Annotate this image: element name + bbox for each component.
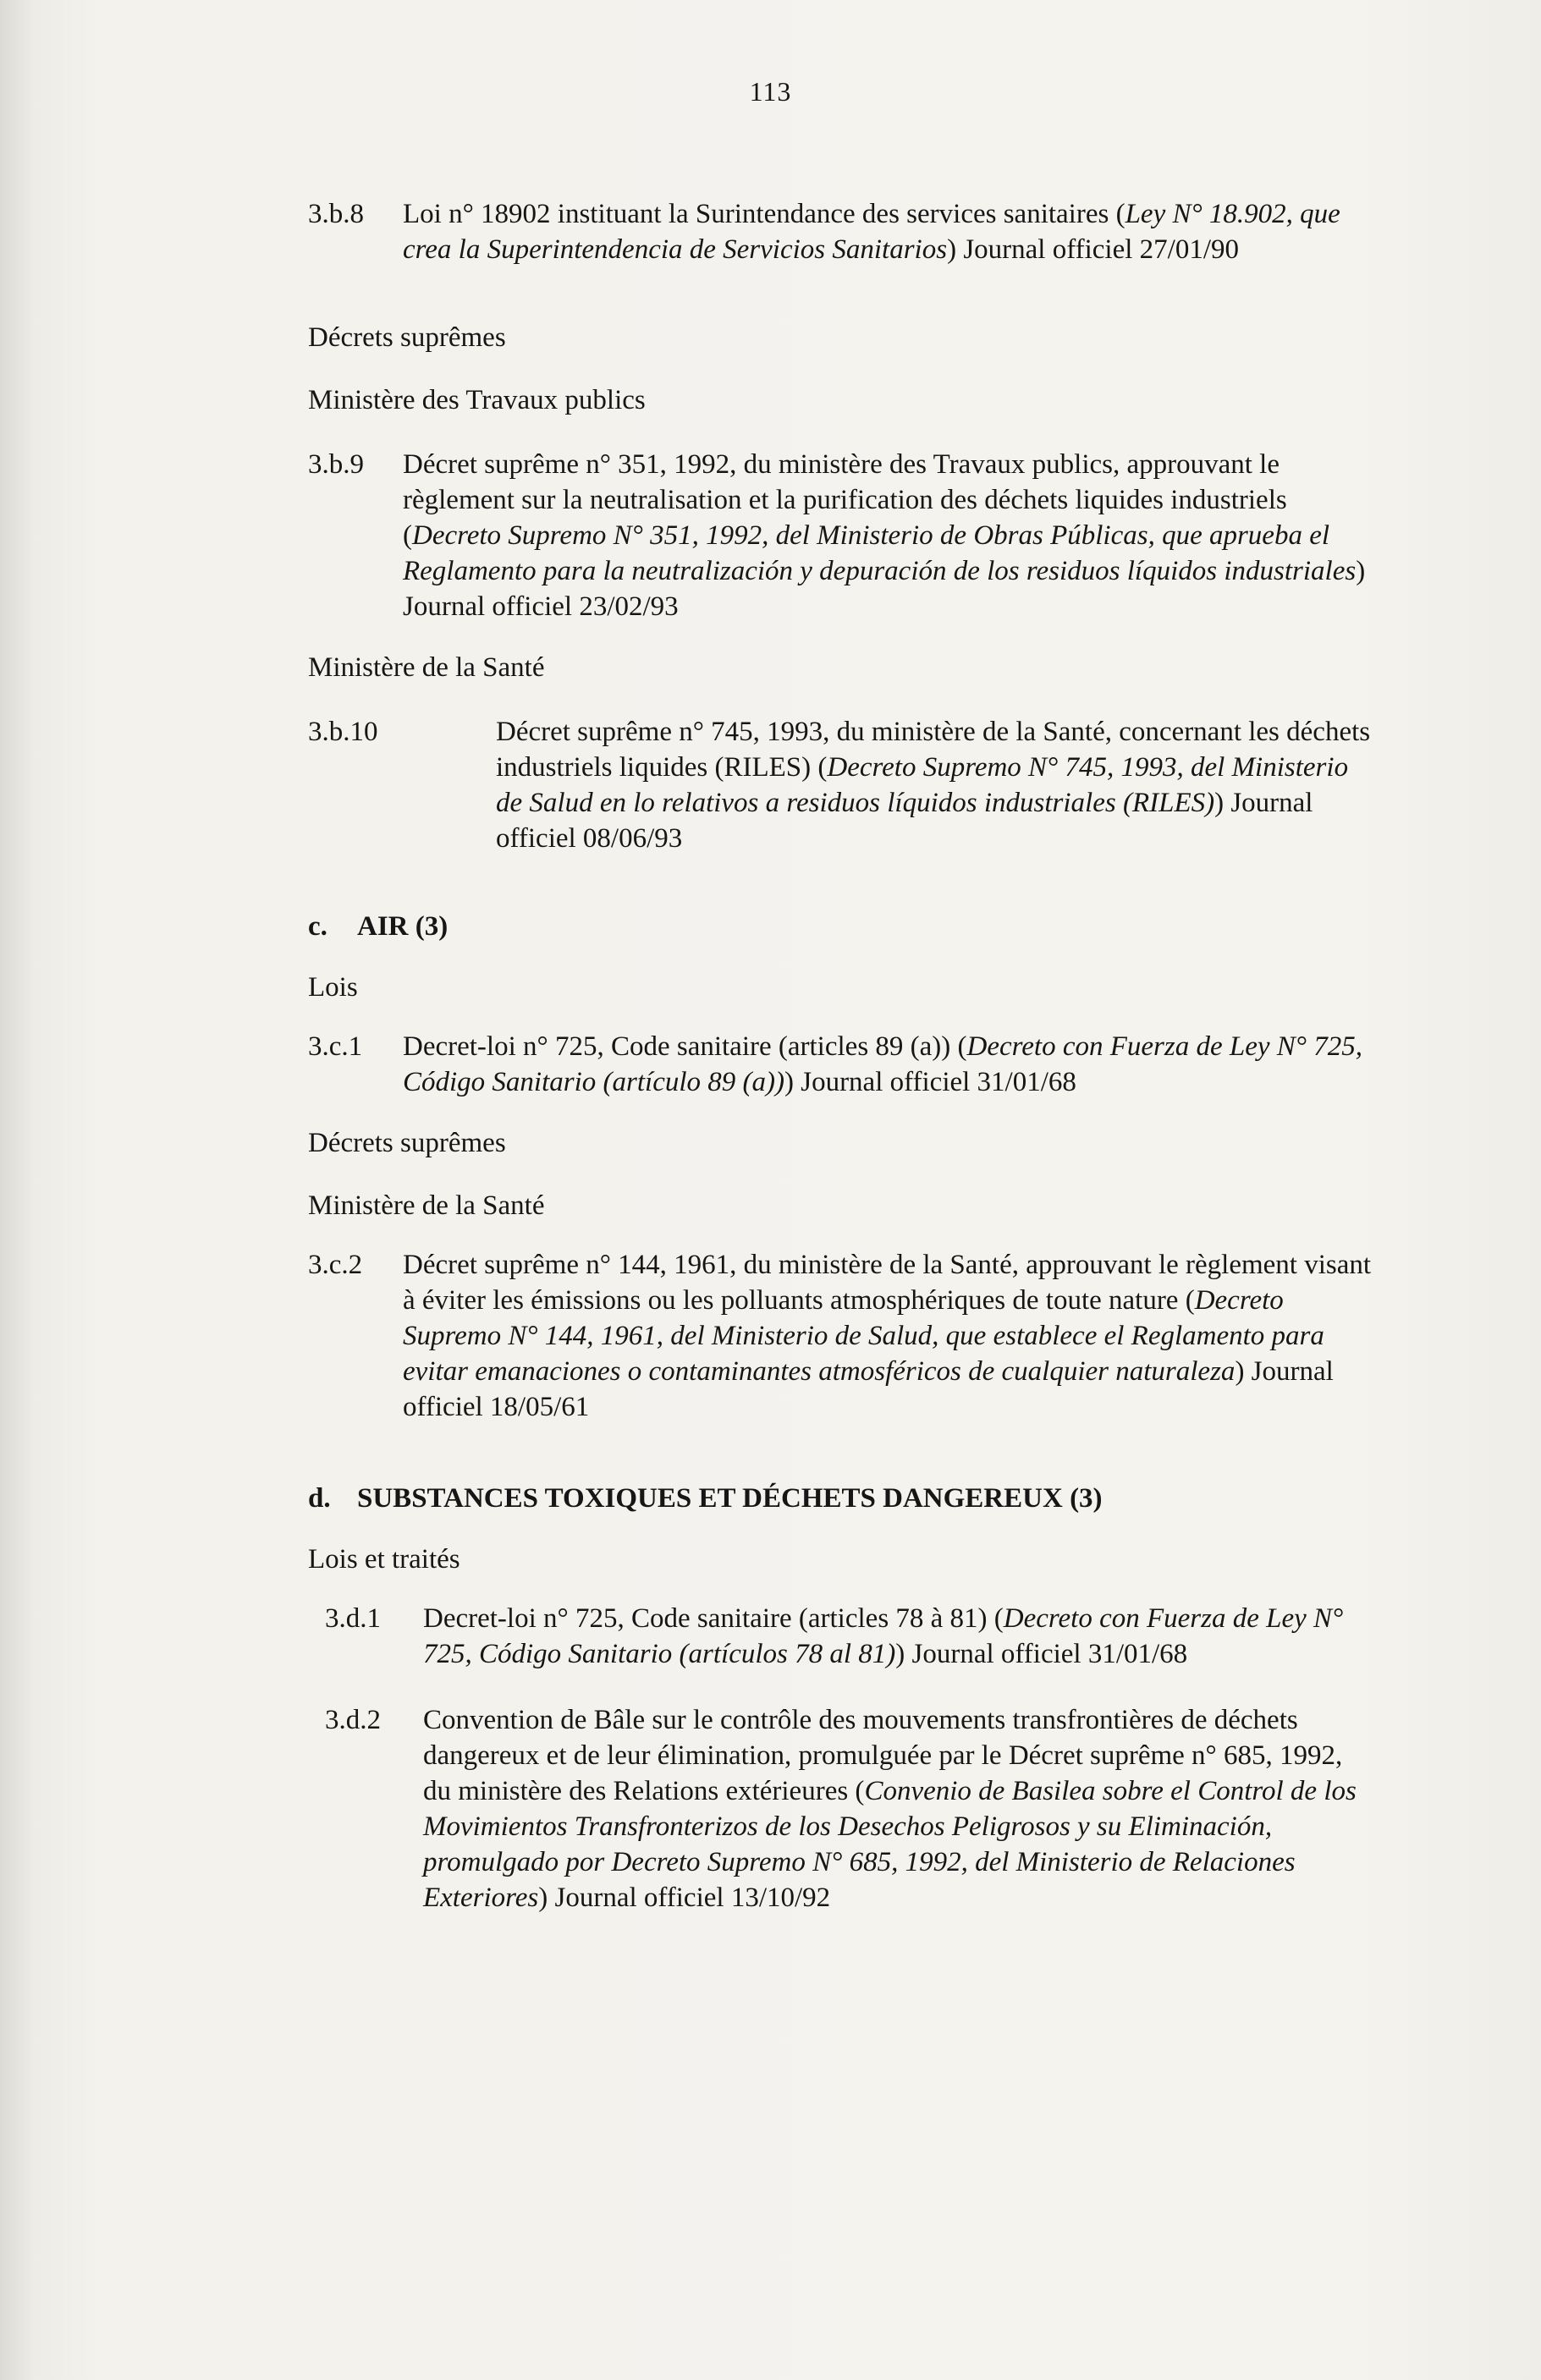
entry-text (396, 196, 1374, 267)
entry-text (396, 447, 1374, 624)
entry-text-italic: Decreto con Fuerza de Ley N° 725, Código Sanitario (artículo 89 (a)) (403, 1031, 1362, 1097)
entry-3d2 (308, 1702, 1374, 1916)
subheading-lois: Lois (308, 972, 358, 1003)
entry-code: 3.b.9 (308, 449, 364, 480)
entry-text-part: ) Journal officiel 18/05/61 (403, 1356, 1334, 1422)
entry-code: 3.b.8 (308, 199, 364, 229)
section-letter: d. (308, 1483, 331, 1514)
entry-text (423, 1601, 1374, 1672)
entry-text (477, 714, 1374, 856)
entry-text-italic: Decreto Supremo N° 144, 1961, del Ministerio de Salud, que establece el Reglamento para evitar emanaciones o contaminantes atmosféricos de cualquier naturaleza (403, 1285, 1324, 1387)
entry-text-italic: Ley N° 18.902, que crea la Superintendencia de Servicios Sanitarios (403, 199, 1340, 265)
entry-text-part: Loi n° 18902 instituant la Surintendance des services sanitaires ( (403, 199, 1125, 229)
entry-3b9 (308, 447, 1374, 624)
entry-text-part: ) Journal officiel 31/01/68 (784, 1067, 1076, 1097)
entry-text-part: ) Journal officiel 27/01/90 (947, 234, 1239, 265)
entry-3c2 (308, 1247, 1374, 1425)
entry-text-part: Décret suprême n° 745, 1993, du ministère de la Santé, concernant les déchets industriels liquides (RILES) ( (496, 717, 1371, 783)
entry-text-part: Decret-loi n° 725, Code sanitaire (articles 89 (a)) ( (403, 1031, 967, 1062)
entry-code: 3.c.1 (308, 1031, 363, 1062)
entry-text-part: ) Journal officiel 08/06/93 (496, 788, 1313, 854)
subheading-lois-et-traites: Lois et traités (308, 1544, 460, 1575)
section-heading-air (308, 909, 1374, 944)
entry-code: 3.c.2 (308, 1250, 363, 1280)
entry-3b10 (308, 714, 1374, 856)
section-letter: c. (308, 911, 327, 942)
entry-3b8 (308, 196, 1374, 267)
subheading-ministere-travaux-publics: Ministère des Travaux publics (308, 385, 646, 415)
section-title: AIR (3) (357, 911, 449, 942)
section-heading-substances-toxiques (308, 1481, 1374, 1516)
entry-text (396, 1247, 1374, 1425)
entry-text-part: Décret suprême n° 144, 1961, du ministère de la Santé, approuvant le règlement visant à éviter les émissions ou les polluants atmosphériques de toute nature ( (403, 1250, 1372, 1316)
subheading-ministere-sante: Ministère de la Santé (308, 652, 545, 683)
entry-text (396, 1029, 1374, 1100)
entry-text-part: Décret suprême n° 351, 1992, du ministère des Travaux publics, approuvant le règlement sur la neutralisation et la purification des déchets liquides industriels ( (403, 449, 1287, 551)
entry-text-part: ) Journal officiel 13/10/92 (538, 1883, 831, 1913)
page-number: 113 (749, 76, 792, 107)
entry-text-italic: Decreto Supremo N° 745, 1993, del Ministerio de Salud en lo relativos a residuos líquidos industriales (RILES) (496, 752, 1349, 818)
entry-text-part: ) Journal officiel 23/02/93 (403, 556, 1366, 622)
subheading-decrets-supremes: Décrets suprêmes (308, 1128, 506, 1158)
entry-text-part: Convention de Bâle sur le contrôle des mouvements transfrontières de déchets dangereux et de leur élimination, promulguée par le Décret suprême n° 685, 1992, du ministère des Relations extérieures ( (423, 1705, 1343, 1806)
entry-text-part: Decret-loi n° 725, Code sanitaire (articles 78 à 81) ( (423, 1603, 1004, 1634)
entry-text-italic: Decreto con Fuerza de Ley N° 725, Código Sanitario (artículos 78 al 81) (423, 1603, 1344, 1669)
entry-3c1 (308, 1029, 1374, 1100)
document-body (308, 196, 1374, 1916)
entry-code: 3.b.10 (308, 717, 378, 747)
subheading-ministere-sante: Ministère de la Santé (308, 1190, 545, 1221)
entry-code: 3.d.2 (325, 1705, 381, 1735)
entry-3d1 (308, 1601, 1374, 1672)
entry-text (423, 1702, 1374, 1916)
subheading-decrets-supremes: Décrets suprêmes (308, 322, 506, 353)
entry-text-italic: Decreto Supremo N° 351, 1992, del Ministerio de Obras Públicas, que aprueba el Reglamento para la neutralización y depuración de los residuos líquidos industriales (403, 520, 1357, 586)
entry-text-part: ) Journal officiel 31/01/68 (895, 1639, 1188, 1669)
section-title: SUBSTANCES TOXIQUES ET DÉCHETS DANGEREUX (3) (357, 1483, 1103, 1514)
entry-text-italic: Convenio de Basilea sobre el Control de los Movimientos Transfronterizos de los Desechos Peligrosos y su Eliminación, promulgado por Decreto Supremo N° 685, 1992, del Ministerio de Relaciones Exteriores (423, 1776, 1357, 1913)
entry-code: 3.d.1 (325, 1603, 381, 1634)
